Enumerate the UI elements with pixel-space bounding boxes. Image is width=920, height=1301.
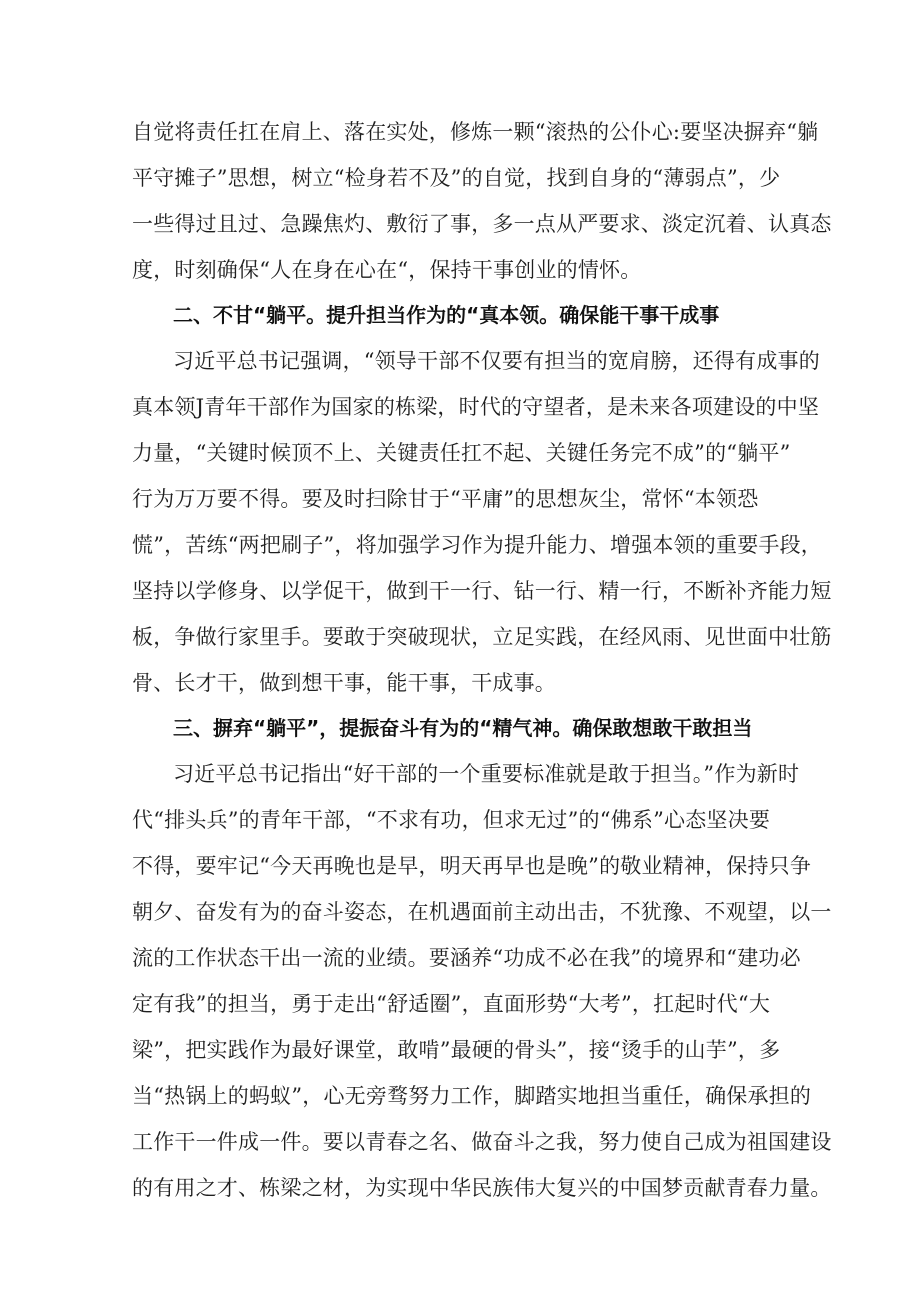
paragraph-line: 习近平总书记指出“好干部的一个重要标准就是敢于担当。”作为新时: [173, 762, 800, 786]
paragraph-line: 坚持以学修身、以学促干，做到干一行、钻一行、精一行，不断补齐能力短: [132, 579, 832, 603]
paragraph-line: 一些得过且过、急躁焦灼、敷衍了事，多一点从严要求、淡定沉着、认真态: [132, 212, 832, 236]
section-heading-2: 二、不甘“躺平。提升担当作为的“真本领。确保能干事干成事: [173, 303, 720, 327]
paragraph-line: 习近平总书记强调，“领导干部不仅要有担当的宽肩膀，还得有成事的: [173, 349, 820, 373]
paragraph-line: 的有用之才、栋梁之材，为实现中华民族伟大复兴的中国梦贡献青春力量。: [132, 1176, 832, 1200]
section-heading-3: 三、摒弃“躺平”，提振奋斗有为的“精气神。确保敢想敢干敢担当: [173, 716, 753, 740]
paragraph-line: 不得，要牢记“今天再晚也是早，明天再早也是晚”的敬业精神，保持只争: [132, 854, 812, 878]
paragraph-line: 梁”，把实践作为最好课堂，敢啃”最硬的骨头”，接“烫手的山芋”，多: [132, 1038, 781, 1062]
paragraph-line: 度，时刻确保“人在身在心在“，保持干事创业的情怀。: [132, 258, 642, 282]
paragraph-line: 力量，“关键时候顶不上、关键责任扛不起、关键任务完不成”的“躺平”: [132, 441, 791, 465]
paragraph-line: 自觉将责任扛在肩上、落在实处，修炼一颗“滚热的公仆心:要坚决摒弃“躺: [132, 120, 819, 144]
paragraph-line: 代“排头兵”的青年干部，“不求有功，但求无过”的“佛系”心态坚决要: [132, 808, 771, 832]
paragraph-line: 当“热锅上的蚂蚁”，心无旁骛努力工作，脚踏实地担当重任，确保承担的: [132, 1084, 812, 1108]
paragraph-line: 流的工作状态干出一流的业绩。要涵养“功成不必在我”的境界和“建功必: [132, 946, 801, 970]
paragraph-line: 骨、长才干，做到想干事，能干事，干成事。: [132, 671, 556, 695]
paragraph-line: 行为万万要不得。要及时扫除甘于“平庸”的思想灰尘，常怀“本领恐: [132, 487, 759, 511]
paragraph-line: 朝夕、奋发有为的奋斗姿态，在机遇面前主动出击，不犹豫、不观望，以一: [132, 900, 832, 924]
paragraph-line: 平守摊子”思想，树立“检身若不及”的自觉，找到自身的“薄弱点”，少: [132, 166, 781, 190]
paragraph-line: 板，争做行家里手。要敢于突破现状，立足实践，在经风雨、见世面中壮筋: [132, 625, 832, 649]
paragraph-line: 工作干一件成一件。要以青春之名、做奋斗之我，努力使自己成为祖国建设: [132, 1130, 832, 1154]
paragraph-line: 慌”，苦练“两把刷子”，将加强学习作为提升能力、增强本领的重要手段，: [132, 533, 823, 557]
paragraph-line: 真本领J青年干部作为国家的栋梁，时代的守望者，是未来各项建设的中坚: [132, 395, 820, 419]
paragraph-line: 定有我”的担当，勇于走出“舒适圈”，直面形势“大考”，扛起时代“大: [132, 992, 771, 1016]
